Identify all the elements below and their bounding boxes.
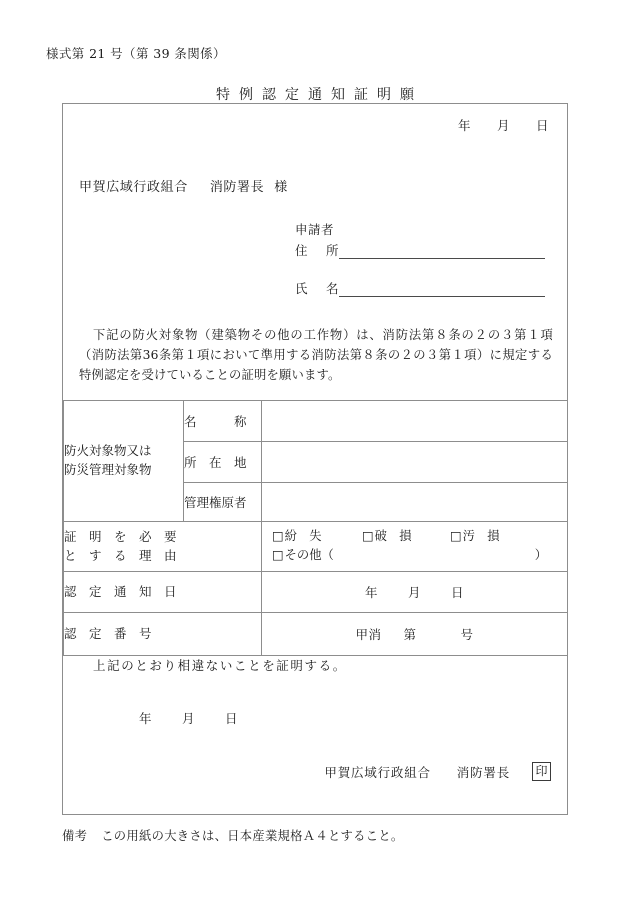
notice-date-month: 月 [407,585,421,601]
body-paragraph: 下記の防火対象物（建築物その他の工作物）は、消防法第８条の２の３第１項（消防法第36条第１項において準用する消防法第８条の２の３第１項）に規定する特例認定を受けていることの証明を願います。 [79,328,553,382]
object-name-input[interactable] [262,401,568,442]
header-date-day: 日 [535,118,549,133]
applicant-name-input[interactable] [339,281,545,297]
header-date-month: 月 [496,118,510,133]
applicant-name-label: 氏 名 [295,281,339,296]
header-date-year: 年 [457,118,471,133]
reason-options-cell [262,522,568,572]
object-category-label-line2: 防災管理対象物 [64,462,152,477]
signer-title: 消防署長 [456,764,510,780]
reason-options [262,522,567,571]
header-date-line [458,116,549,134]
applicant-address-row [295,241,545,259]
checkbox-broken[interactable] [362,527,450,546]
checkbox-stained[interactable] [450,527,500,546]
page-title: 特例認定通知証明願 [216,87,423,103]
addressee-organization: 甲賀広域行政組合 [79,180,188,195]
object-manager-label: 管理権原者 [184,483,262,522]
form-frame [62,103,568,815]
notice-date-year: 年 [364,585,378,601]
notice-date-label [64,572,262,613]
notice-number-middle: 第 [403,627,417,643]
certification-date-day: 日 [225,711,239,726]
reason-label-line1: 証 明 を 必 要 [64,528,177,544]
checkbox-label-other: その他（ [284,548,334,563]
checkbox-other[interactable] [272,546,334,565]
notice-number-prefix: 甲消 [355,627,382,643]
form-table [63,400,568,656]
object-location-input[interactable] [262,442,568,483]
object-manager-input[interactable] [262,483,568,522]
notice-date-value[interactable] [262,572,568,613]
notice-date-day: 日 [451,585,465,601]
checkbox-glyph-broken: □ [362,529,374,543]
certification-date-year: 年 [139,711,153,726]
reason-label-line2: と す る 理 由 [64,547,177,563]
signature-block [324,762,551,781]
certification-statement: 上記のとおり相違ないことを証明する。 [93,658,347,673]
reason-options-row [272,527,557,546]
checkbox-glyph-stained: □ [450,529,462,543]
table-row [64,522,568,572]
notice-number-label [64,613,262,656]
notice-number-value[interactable] [262,613,568,656]
table-row [64,613,568,656]
applicant-label: 申請者 [295,222,335,237]
seal-box: 印 [532,762,551,781]
addressee-title: 消防署長 [209,180,265,195]
footer-note-text: この用紙の大きさは、日本産業規格Ａ４とすること。 [101,829,404,843]
certification-date-month: 月 [182,711,196,726]
checkbox-label-lost: 紛 失 [284,529,322,543]
notice-number-label-text: 認 定 番 号 [64,625,152,641]
notice-number-suffix: 号 [460,627,474,643]
checkbox-label-broken: 破 損 [374,529,412,543]
reason-other-row [272,546,557,565]
applicant-name-row [295,279,545,297]
object-category-label-line1: 防火対象物又は [64,443,152,459]
addressee-honorific: 様 [274,180,288,195]
footer-note-label: 備考 [62,829,88,843]
checkbox-label-stained: 汚 損 [462,529,500,543]
checkbox-lost[interactable] [272,527,362,546]
applicant-block [295,220,545,297]
table-row [64,572,568,613]
signer-organization: 甲賀広域行政組合 [324,764,431,780]
notice-date-label-text: 認 定 通 知 日 [64,583,177,599]
object-name-label: 名 称 [184,401,262,442]
checkbox-glyph-lost: □ [272,529,284,543]
applicant-address-label: 住 所 [295,243,339,258]
reason-other-close-paren: ） [534,548,547,563]
object-category-label [64,401,184,522]
certification-date [139,709,238,727]
checkbox-glyph-other: □ [272,548,284,563]
footer-note [62,826,404,844]
applicant-address-input[interactable] [339,243,545,259]
addressee [79,176,288,195]
table-row [64,401,568,442]
form-number: 様式第 21 号（第 39 条関係） [46,46,226,61]
object-location-label: 所 在 地 [184,442,262,483]
reason-label [64,522,262,572]
